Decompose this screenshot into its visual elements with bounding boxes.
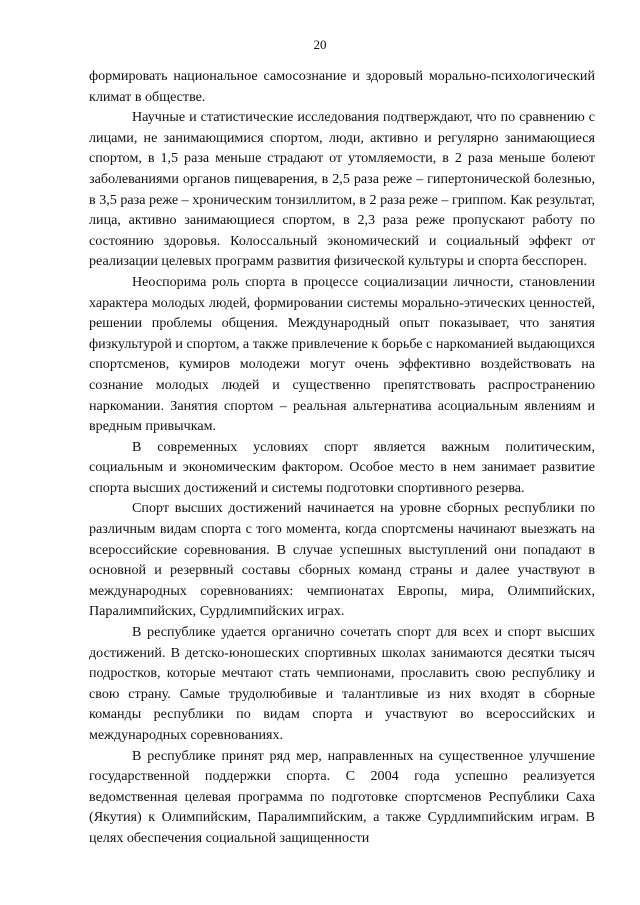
paragraph-4: В современных условиях спорт является важным политическим, социальным и экономическим фактором. Особое место в нем занимает развитие спорта высших достижений и системы подготовки спортивного резерва. <box>89 438 595 496</box>
paragraph-6: В республике удается органично сочетать спорт для всех и спорт высших достижений. В детско-юношеских спортивных школах занимаются десятки тысяч подростков, которые мечтают стать чемпионами, прославить свою республику и свою страну. Самые трудолюбивые и талантливые из них входят в сборные команды республики по видам спорта и участвуют во всероссийских и международных соревнованиях. <box>89 624 595 743</box>
paragraph-1: формировать национальное самосознание и здоровый морально-психологический климат в обществе. <box>89 68 595 105</box>
paragraph-3: Неоспорима роль спорта в процессе социализации личности, становлении характера молодых людей, формировании системы морально-этических ценностей, решении проблемы общения. Международный опыт показывает, что занятия физкультурой и спортом, а также привлечение к борьбе с наркоманией выдающихся спортсменов, кумиров молодежи могут очень эффективно воздействовать на сознание молодых людей и существенно препятствовать распространению наркомании. Занятия спортом – реальная альтернатива асоциальным явлениям и вредным привычкам. <box>89 273 595 435</box>
page-number: 20 <box>313 37 327 52</box>
paragraph-5: Спорт высших достижений начинается на уровне сборных республики по различным видам спорта с того момента, когда спортсмены начинают выезжать на всероссийские соревнования. В случае успешных выступлений они попадают в основной и резервный составы сборных команд страны и далее участвуют в международных соревнованиях: чемпионатах Европы, мира, Олимпийских, Паралимпийских, Сурдлимпийских играх. <box>89 500 595 620</box>
paragraph-7: В республике принят ряд мер, направленных на существенное улучшение государственной поддержки спорта. С 2004 года успешно реализуется ведомственная целевая программа по подготовке спортсменов Республики Саха (Якутия) к Олимпийским, Паралимпийским, а также Сурдлимпийским играм. В целях обеспечения социальной защищенности <box>89 747 595 846</box>
body-text <box>89 66 595 849</box>
paragraph-2: Научные и статистические исследования подтверждают, что по сравнению с лицами, не занимающимися спортом, люди, активно и регулярно занимающиеся спортом, в 1,5 раза меньше страдают от утомляемости, в 2 раза меньше болеют заболеваниями органов пищеварения, в 2,5 раза реже – гипертонической болезнью, в 3,5 раза реже – хроническим тонзиллитом, в 2 раза реже – гриппом. Как результат, лица, активно занимающиеся спортом, в 2,3 раза реже пропускают работу по состоянию здоровья. Колоссальный экономический и социальный эффект от реализации целевых программ развития физической культуры и спорта бесспорен. <box>89 109 595 270</box>
